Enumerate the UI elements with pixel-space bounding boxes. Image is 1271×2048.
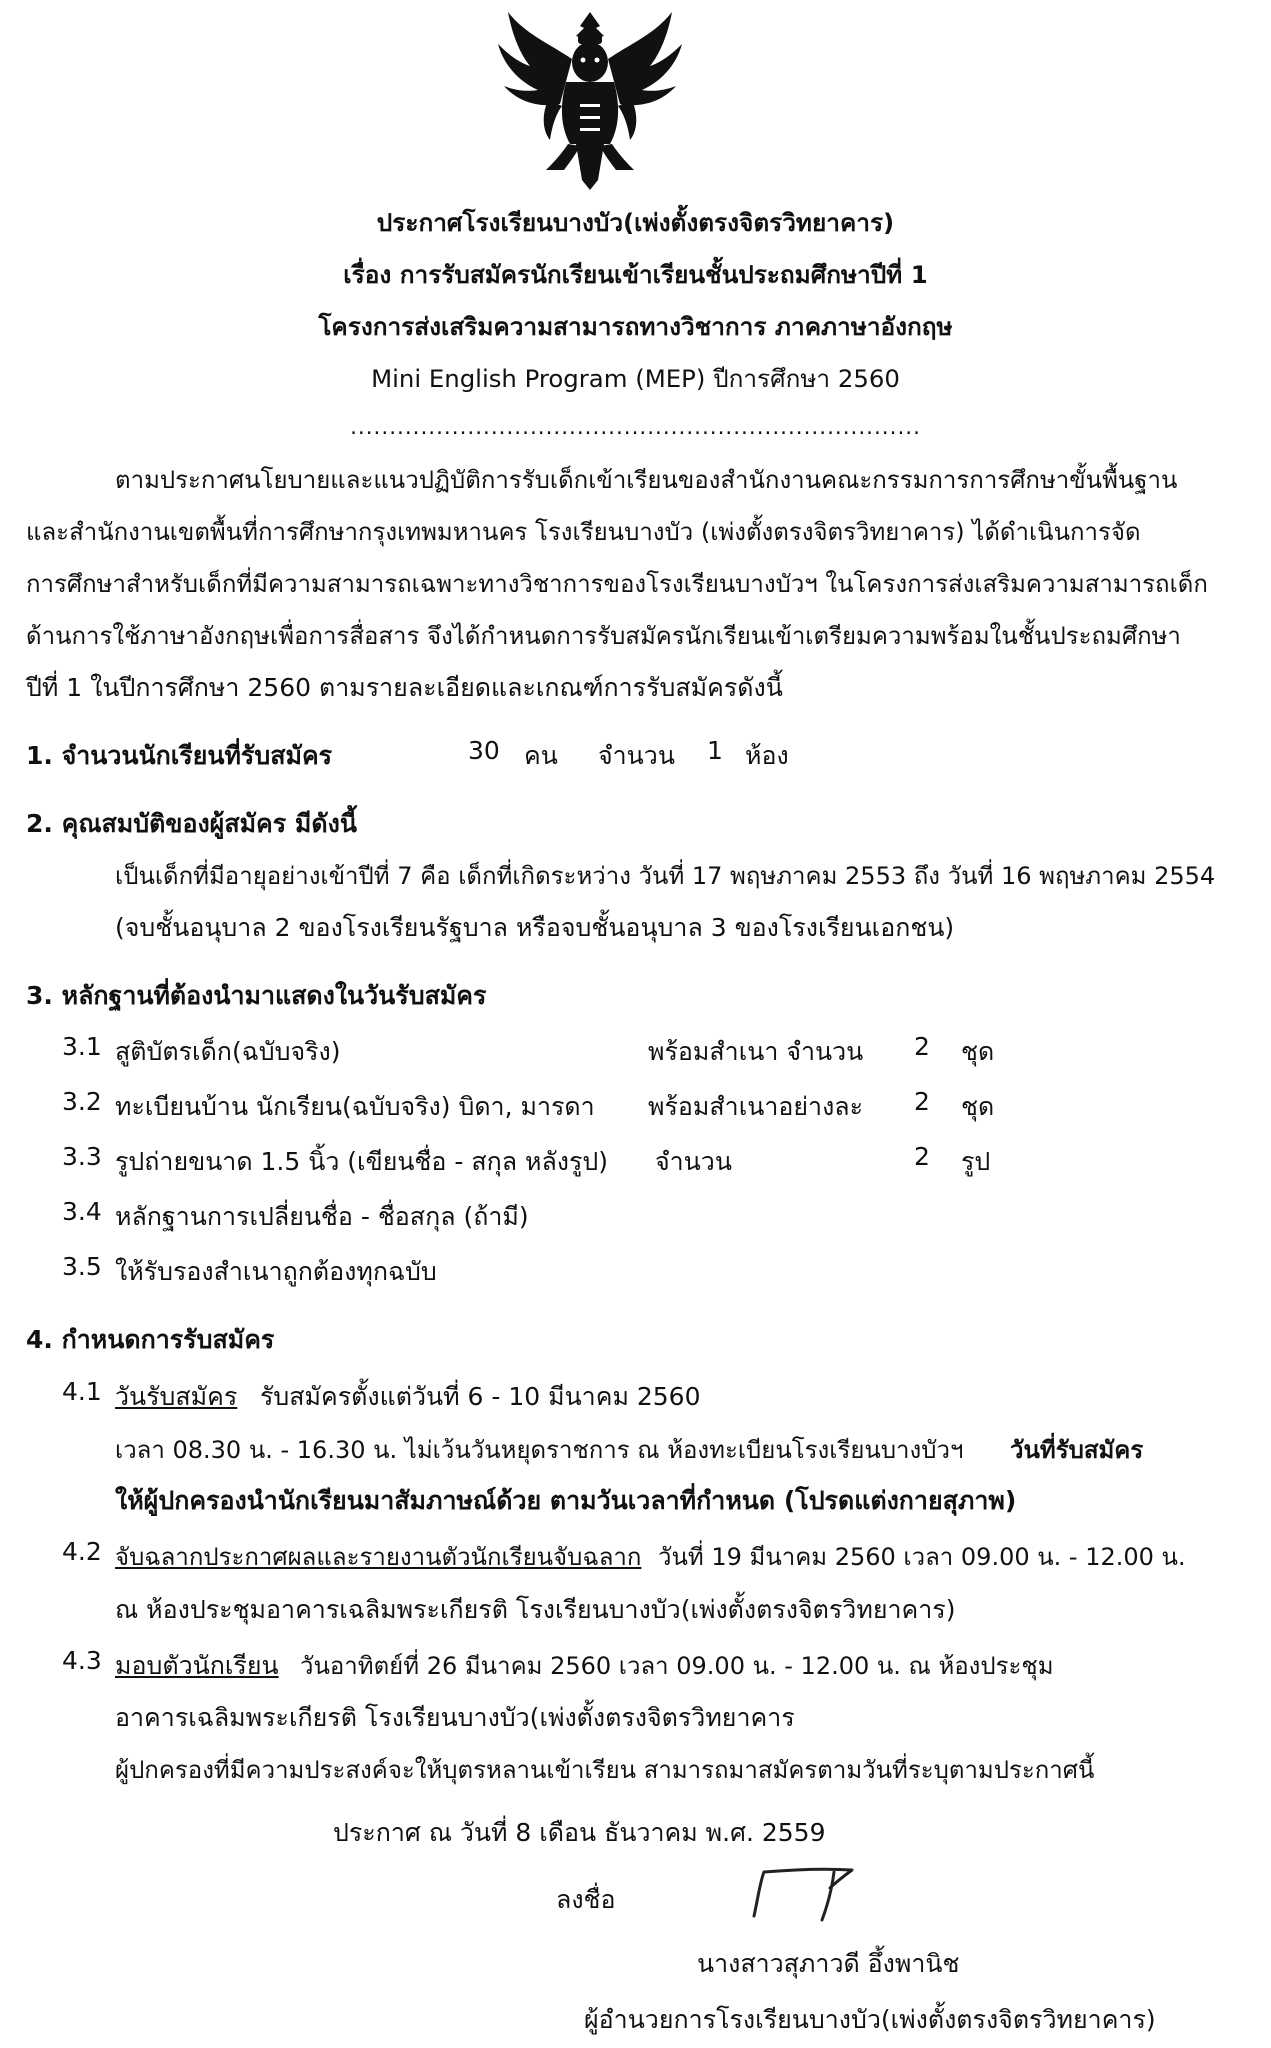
header-line-2: เรื่อง การรับสมัครนักเรียนเข้าเรียนชั้นประถมศึกษาปีที่ 1 (343, 260, 928, 289)
s3-item-unit: ชุด (961, 1037, 995, 1066)
header-line-3: โครงการส่งเสริมความสามารถทางวิชาการ ภาคภาษาอังกฤษ (318, 312, 953, 341)
s1-word: จำนวน (598, 741, 675, 770)
s3-item-note: พร้อมสำเนา จำนวน (648, 1037, 864, 1066)
s3-item-text: ให้รับรองสำเนาถูกต้องทุกฉบับ (115, 1257, 437, 1286)
footer-signer-name: นางสาวสุภาวดี อึ้งพานิช (697, 1949, 960, 1978)
header-divider: ......................................................................... (350, 415, 921, 440)
signature (748, 1858, 878, 1928)
s4-title: 4. กำหนดการรับสมัคร (26, 1325, 275, 1354)
s1-unit-rooms: ห้อง (745, 741, 789, 770)
s4-item-2-line-2: ณ ห้องประชุมอาคารเฉลิมพระเกียรติ โรงเรียนบางบัว(เพ่งตั้งตรงจิตรวิทยาคาร) (115, 1595, 956, 1624)
s4-item-3-no: 4.3 (62, 1646, 102, 1675)
s4-item-3-line-3: ผู้ปกครองที่มีความประสงค์จะให้บุตรหลานเข้าเรียน สามารถมาสมัครตามวันที่ระบุตามประกาศนี้ (115, 1756, 1095, 1784)
s3-item-no: 3.1 (62, 1032, 102, 1061)
s3-item-no: 3.5 (62, 1252, 102, 1281)
s1-count: 30 (468, 736, 500, 765)
s4-item-3-text: วันอาทิตย์ที่ 26 มีนาคม 2560 เวลา 09.00 น. - 12.00 น. ณ ห้องประชุม (300, 1652, 1054, 1680)
s4-item-1-label: วันรับสมัคร (115, 1382, 238, 1411)
s4-item-3-line-2: อาคารเฉลิมพระเกียรติ โรงเรียนบางบัว(เพ่งตั้งตรงจิตรวิทยาคาร (115, 1703, 795, 1732)
s3-item-qty: 2 (914, 1142, 930, 1171)
s3-item-note: พร้อมสำเนาอย่างละ (648, 1092, 864, 1121)
s3-title: 3. หลักฐานที่ต้องนำมาแสดงในวันรับสมัคร (26, 981, 487, 1010)
intro-line-4: ด้านการใช้ภาษาอังกฤษเพื่อการสื่อสาร จึงได้กำหนดการรับสมัครนักเรียนเข้าเตรียมความพร้อมในชั้นประถมศึกษา (26, 622, 1181, 650)
s1-unit-people: คน (524, 741, 558, 770)
s4-item-1-line-3: ให้ผู้ปกครองนำนักเรียนมาสัมภาษณ์ด้วย ตามวันเวลาที่กำหนด (โปรดแต่งกายสุภาพ) (115, 1486, 1017, 1515)
intro-line-1: ตามประกาศนโยบายและแนวปฏิบัติการรับเด็กเข้าเรียนของสำนักงานคณะกรรมการการศึกษาขั้นพื้นฐาน (115, 466, 1178, 494)
s4-item-1-line-2: เวลา 08.30 น. - 16.30 น. ไม่เว้นวันหยุดราชการ ณ ห้องทะเบียนโรงเรียนบางบัวฯ (115, 1436, 964, 1464)
s1-rooms: 1 (707, 736, 723, 765)
s3-item-unit: ชุด (961, 1092, 995, 1121)
s3-item-note: จำนวน (655, 1147, 732, 1176)
s4-item-2-no: 4.2 (62, 1537, 102, 1566)
s4-item-2-text: วันที่ 19 มีนาคม 2560 เวลา 09.00 น. - 12.00 น. (658, 1543, 1186, 1571)
footer-signer-position: ผู้อำนวยการโรงเรียนบางบัว(เพ่งตั้งตรงจิตรวิทยาคาร) (584, 2005, 1156, 2034)
garuda-emblem-icon (490, 4, 690, 192)
s1-label: 1. จำนวนนักเรียนที่รับสมัคร (26, 741, 333, 770)
s4-item-2-label: จับฉลากประกาศผลและรายงานตัวนักเรียนจับฉลาก (115, 1543, 642, 1571)
s3-item-text: สูติบัตรเด็ก(ฉบับจริง) (115, 1037, 341, 1066)
s4-item-1-no: 4.1 (62, 1377, 102, 1406)
header-line-4: Mini English Program (MEP) ปีการศึกษา 2560 (371, 364, 900, 393)
s4-item-1-text: รับสมัครตั้งแต่วันที่ 6 - 10 มีนาคม 2560 (260, 1382, 701, 1411)
s3-item-no: 3.2 (62, 1087, 102, 1116)
s3-item-text: ทะเบียนบ้าน นักเรียน(ฉบับจริง) บิดา, มารดา (115, 1092, 595, 1121)
s3-item-qty: 2 (914, 1032, 930, 1061)
intro-line-2: และสำนักงานเขตพื้นที่การศึกษากรุงเทพมหานคร โรงเรียนบางบัว (เพ่งตั้งตรงจิตรวิทยาคาร) ได้ดำเนินการจัด (26, 518, 1141, 546)
s2-line-2: (จบชั้นอนุบาล 2 ของโรงเรียนรัฐบาล หรือจบชั้นอนุบาล 3 ของโรงเรียนเอกชน) (115, 913, 955, 942)
header-line-1: ประกาศโรงเรียนบางบัว(เพ่งตั้งตรงจิตรวิทยาคาร) (376, 208, 895, 237)
intro-line-5: ปีที่ 1 ในปีการศึกษา 2560 ตามรายละเอียดและเกณฑ์การรับสมัครดังนี้ (26, 673, 783, 702)
footer-announce-date: ประกาศ ณ วันที่ 8 เดือน ธันวาคม พ.ศ. 2559 (333, 1818, 826, 1847)
s3-item-text: รูปถ่ายขนาด 1.5 นิ้ว (เขียนชื่อ - สกุล หลังรูป) (115, 1147, 609, 1176)
s3-item-text: หลักฐานการเปลี่ยนชื่อ - ชื่อสกุล (ถ้ามี) (115, 1202, 529, 1231)
intro-line-3: การศึกษาสำหรับเด็กที่มีความสามารถเฉพาะทางวิชาการของโรงเรียนบางบัวฯ ในโครงการส่งเสริมความสามารถเด็ก (26, 570, 1208, 598)
s2-title: 2. คุณสมบัติของผู้สมัคร มีดังนี้ (26, 809, 357, 838)
footer-sign-label: ลงชื่อ (556, 1885, 616, 1914)
s3-item-unit: รูป (961, 1147, 991, 1176)
s4-item-3-label: มอบตัวนักเรียน (115, 1651, 279, 1680)
s3-item-no: 3.4 (62, 1197, 102, 1226)
s3-item-no: 3.3 (62, 1142, 102, 1171)
s3-item-qty: 2 (914, 1087, 930, 1116)
s2-line-1: เป็นเด็กที่มีอายุอย่างเข้าปีที่ 7 คือ เด็กที่เกิดระหว่าง วันที่ 17 พฤษภาคม 2553 ถึง วันที่ 16 พฤษภาคม 2554 (115, 862, 1216, 890)
s4-item-1-line-2-bold: วันที่รับสมัคร (1010, 1436, 1144, 1464)
